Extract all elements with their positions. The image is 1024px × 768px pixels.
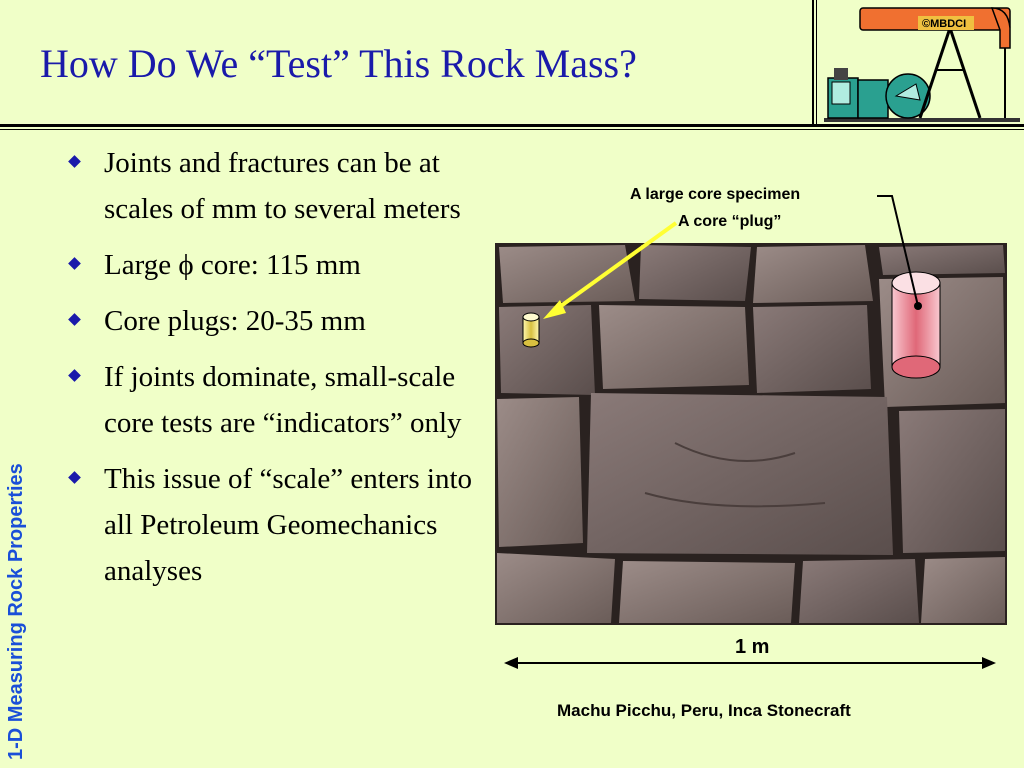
logo-text: ©MBDCI [922,18,967,30]
diamond-bullet-icon [68,471,81,484]
bullet-list [66,140,506,604]
diamond-bullet-icon [68,369,81,382]
title-divider [0,124,1024,127]
slide-title: How Do We “Test” This Rock Mass? [40,41,637,86]
bullet-item [66,140,506,232]
pumpjack-logo [820,0,1024,124]
diamond-bullet-icon [68,155,81,168]
bullet-text: If joints dominate, small-scale core tests are “indicators” only [104,361,462,439]
title-divider-thin [0,129,1024,130]
photo-caption: Machu Picchu, Peru, Inca Stonecraft [557,701,851,720]
bullet-text: This issue of “scale” enters into all Petroleum Geomechanics analyses [104,463,473,587]
scale-bar-label: 1 m [735,636,770,658]
logo-divider [812,0,814,124]
bullet-text: Core plugs: 20-35 mm [104,305,366,337]
stone-wall-photo [495,243,1007,625]
bullet-text: Joints and fractures can be at scales of mm to several meters [104,147,461,225]
logo-divider-thin [816,0,817,124]
scale-bar-right-arrow [982,657,996,669]
bullet-item [66,298,506,344]
bullet-item [66,456,506,594]
bullet-item [66,242,506,288]
bullet-text: Large ϕ core: 115 mm [104,249,361,281]
core-plug-callout: A core “plug” [678,213,782,230]
diamond-bullet-icon [68,313,81,326]
diamond-bullet-icon [68,257,81,270]
large-core-callout: A large core specimen [630,186,801,203]
side-section-label: 1-D Measuring Rock Properties [5,463,27,760]
scale-bar-left-arrow [504,657,518,669]
bullet-item [66,354,506,446]
